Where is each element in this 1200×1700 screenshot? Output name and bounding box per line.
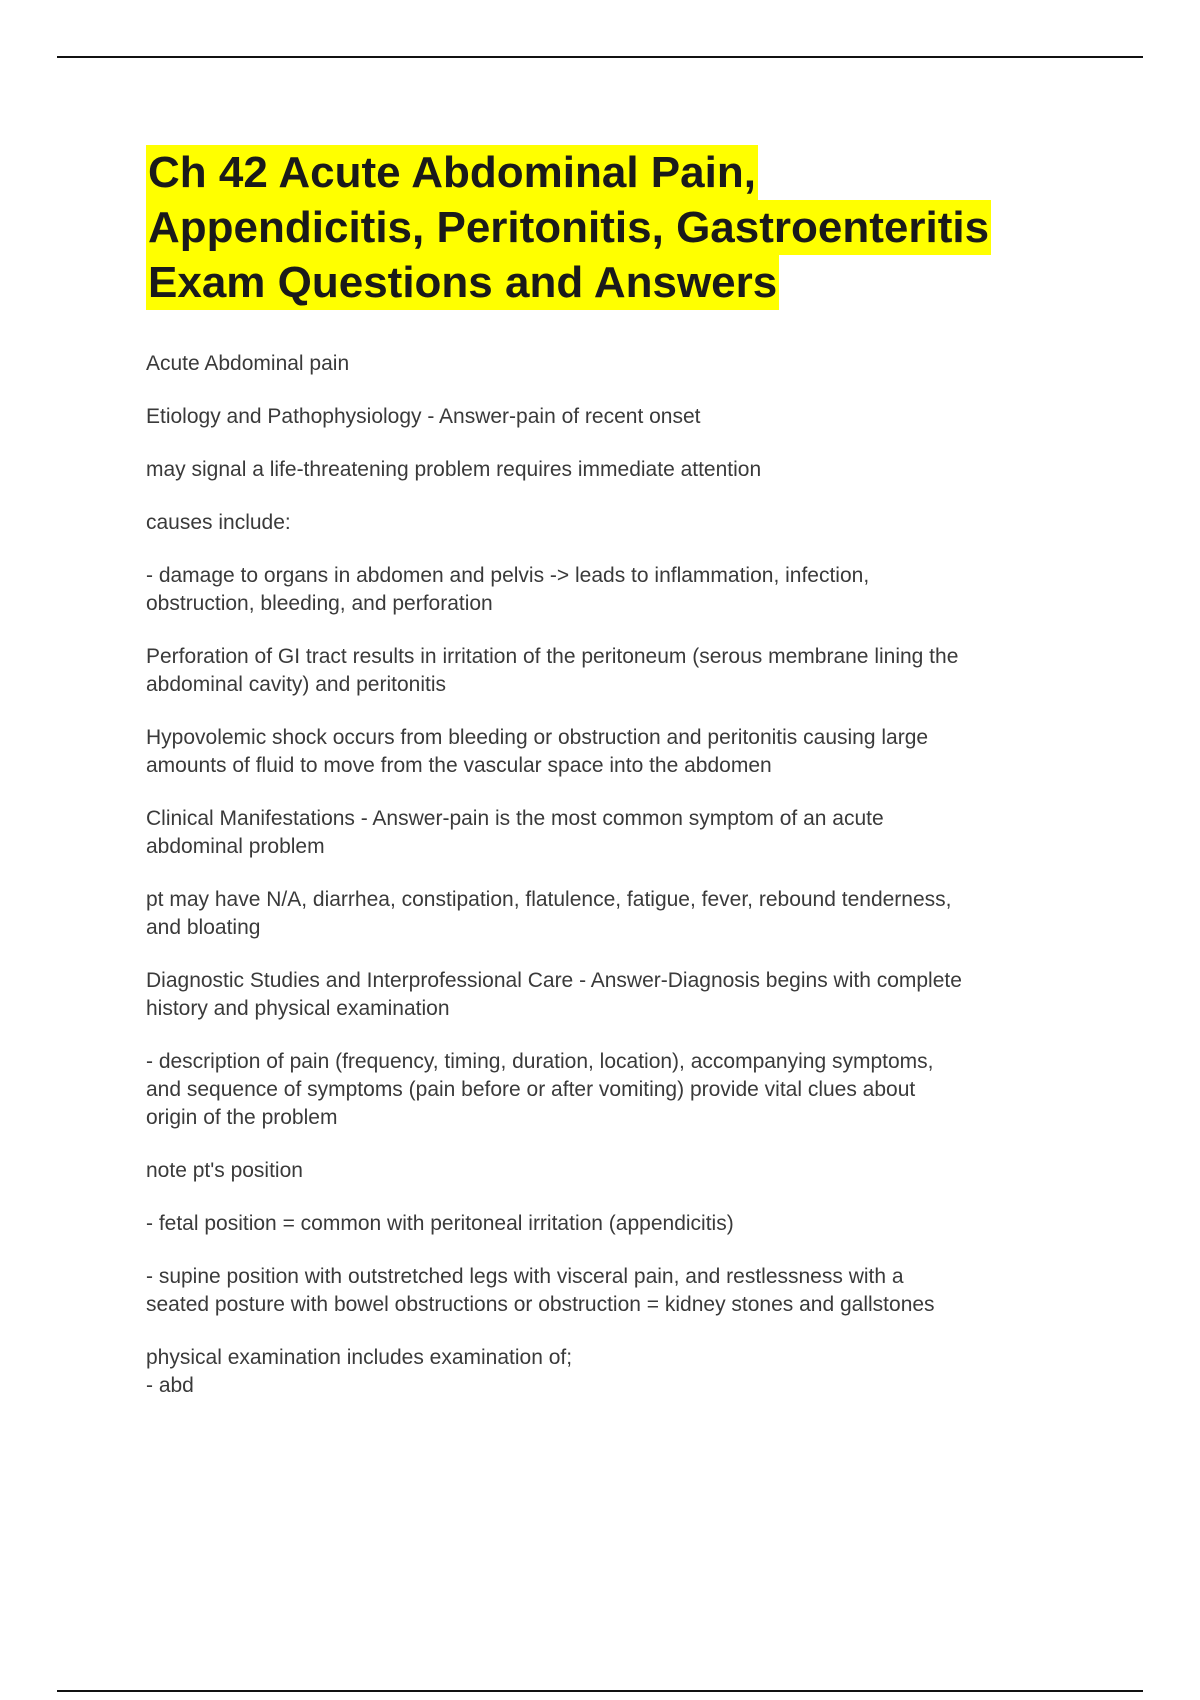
bottom-divider [57, 1690, 1143, 1692]
question-answer: Diagnostic Studies and Interprofessional Care - Answer-Diagnosis begins with complete history and physical examination [146, 969, 962, 1020]
paragraph: may signal a life-threatening problem requires immediate attention [146, 458, 762, 481]
bullet-paragraph: - fetal position = common with peritoneal irritation (appendicitis) [146, 1212, 734, 1235]
title-line: Appendicitis, Peritonitis, Gastroenteritis [146, 200, 991, 255]
top-divider [57, 56, 1143, 58]
paragraph: note pt's position [146, 1159, 303, 1182]
paragraph: Perforation of GI tract results in irritation of the peritoneum (serous membrane lining the abdominal cavity) and peritonitis [146, 645, 959, 696]
bullet-paragraph: - description of pain (frequency, timing, duration, location), accompanying symptoms, and sequence of symptoms (pain before or after vomiting) provide vital clues about origin of the problem [146, 1050, 934, 1129]
bullet-paragraph: - damage to organs in abdomen and pelvis -> leads to inflammation, infection, obstruction, bleeding, and perforation [146, 564, 870, 615]
paragraph: physical examination includes examination of; - abd [146, 1346, 573, 1397]
title-line: Exam Questions and Answers [146, 255, 779, 310]
section-heading: Acute Abdominal pain [146, 352, 350, 375]
document-title [146, 145, 1096, 310]
document-body [146, 145, 1096, 1425]
paragraph: causes include: [146, 511, 291, 534]
paragraph: pt may have N/A, diarrhea, constipation, flatulence, fatigue, fever, rebound tenderness, and bloating [146, 888, 952, 939]
paragraph: Hypovolemic shock occurs from bleeding or obstruction and peritonitis causing large amounts of fluid to move from the vascular space into the abdomen [146, 726, 929, 777]
bullet-paragraph: - supine position with outstretched legs with visceral pain, and restlessness with a seated posture with bowel obstructions or obstruction = kidney stones and gallstones [146, 1265, 935, 1316]
question-answer: Etiology and Pathophysiology - Answer-pain of recent onset [146, 405, 701, 428]
question-answer: Clinical Manifestations - Answer-pain is the most common symptom of an acute abdominal problem [146, 807, 884, 858]
title-line: Ch 42 Acute Abdominal Pain, [146, 145, 758, 200]
